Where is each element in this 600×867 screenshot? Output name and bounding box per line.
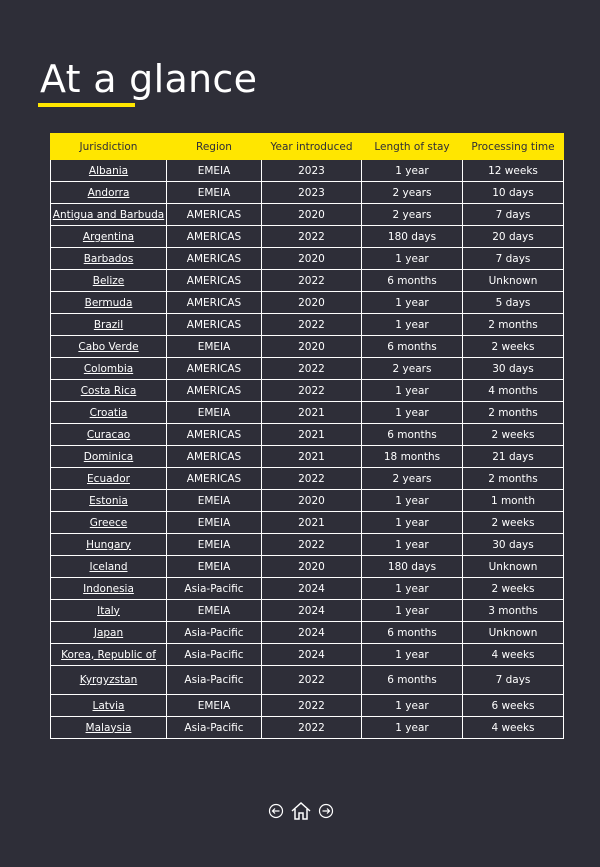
cell-length-of-stay: 1 year <box>362 160 463 182</box>
home-icon <box>290 801 312 821</box>
next-page-button[interactable] <box>318 803 334 819</box>
table-row <box>51 446 564 468</box>
column-header-processing-time: Processing time <box>463 134 564 160</box>
cell-jurisdiction <box>51 380 167 402</box>
cell-year-introduced: 2022 <box>262 717 362 739</box>
cell-jurisdiction <box>51 512 167 534</box>
table-body <box>51 160 564 739</box>
cell-region: EMEIA <box>167 600 262 622</box>
jurisdiction-link[interactable]: Brazil <box>93 318 124 331</box>
cell-year-introduced: 2022 <box>262 380 362 402</box>
cell-length-of-stay: 6 months <box>362 666 463 695</box>
jurisdiction-link[interactable]: Hungary <box>86 538 131 551</box>
cell-length-of-stay: 1 year <box>362 292 463 314</box>
table-row <box>51 534 564 556</box>
jurisdiction-link[interactable]: Indonesia <box>83 582 134 595</box>
cell-region: EMEIA <box>167 182 262 204</box>
cell-length-of-stay: 1 year <box>362 600 463 622</box>
jurisdiction-link[interactable]: Antigua and Barbuda <box>52 208 165 221</box>
previous-page-button[interactable] <box>268 803 284 819</box>
jurisdiction-link[interactable]: Kyrgyzstan <box>79 674 138 686</box>
table-row <box>51 226 564 248</box>
cell-length-of-stay: 1 year <box>362 314 463 336</box>
cell-region: EMEIA <box>167 534 262 556</box>
cell-region: Asia-Pacific <box>167 622 262 644</box>
cell-processing-time: 3 months <box>463 600 564 622</box>
cell-processing-time: 4 weeks <box>463 717 564 739</box>
cell-jurisdiction <box>51 468 167 490</box>
cell-region: EMEIA <box>167 160 262 182</box>
cell-jurisdiction <box>51 644 167 666</box>
cell-processing-time: Unknown <box>463 270 564 292</box>
table-row <box>51 490 564 512</box>
jurisdiction-link[interactable]: Albania <box>88 164 129 177</box>
cell-region: AMERICAS <box>167 226 262 248</box>
cell-jurisdiction <box>51 292 167 314</box>
cell-jurisdiction <box>51 182 167 204</box>
cell-year-introduced: 2022 <box>262 270 362 292</box>
cell-length-of-stay: 1 year <box>362 717 463 739</box>
cell-length-of-stay: 6 months <box>362 424 463 446</box>
cell-year-introduced: 2022 <box>262 358 362 380</box>
cell-processing-time: 7 days <box>463 204 564 226</box>
cell-length-of-stay: 6 months <box>362 336 463 358</box>
cell-processing-time: 30 days <box>463 358 564 380</box>
cell-length-of-stay: 2 years <box>362 204 463 226</box>
table-row <box>51 556 564 578</box>
table-row <box>51 248 564 270</box>
cell-year-introduced: 2022 <box>262 468 362 490</box>
jurisdiction-link[interactable]: Dominica <box>83 450 134 463</box>
cell-length-of-stay: 1 year <box>362 578 463 600</box>
cell-processing-time: 2 months <box>463 402 564 424</box>
cell-region: AMERICAS <box>167 380 262 402</box>
cell-region: Asia-Pacific <box>167 644 262 666</box>
cell-processing-time: 2 weeks <box>463 578 564 600</box>
table-row <box>51 512 564 534</box>
jurisdiction-link[interactable]: Japan <box>93 626 124 639</box>
arrow-left-circle-icon <box>268 803 284 819</box>
table-row <box>51 717 564 739</box>
cell-length-of-stay: 2 years <box>362 468 463 490</box>
table-row <box>51 358 564 380</box>
cell-year-introduced: 2022 <box>262 666 362 695</box>
cell-jurisdiction <box>51 226 167 248</box>
table-row <box>51 424 564 446</box>
cell-length-of-stay: 2 years <box>362 182 463 204</box>
cell-processing-time: 7 days <box>463 248 564 270</box>
table-row <box>51 380 564 402</box>
cell-jurisdiction <box>51 204 167 226</box>
cell-length-of-stay: 1 year <box>362 402 463 424</box>
cell-region: Asia-Pacific <box>167 717 262 739</box>
cell-year-introduced: 2020 <box>262 292 362 314</box>
cell-jurisdiction <box>51 446 167 468</box>
jurisdiction-link[interactable]: Ecuador <box>87 472 130 485</box>
jurisdiction-link[interactable]: Belize <box>92 274 125 287</box>
cell-region: EMEIA <box>167 336 262 358</box>
cell-year-introduced: 2022 <box>262 695 362 717</box>
table-row <box>51 292 564 314</box>
cell-year-introduced: 2024 <box>262 644 362 666</box>
jurisdiction-link[interactable]: Curacao <box>86 428 131 441</box>
cell-region: EMEIA <box>167 695 262 717</box>
cell-region: Asia-Pacific <box>167 666 262 695</box>
cell-processing-time: Unknown <box>463 556 564 578</box>
cell-length-of-stay: 1 year <box>362 534 463 556</box>
cell-jurisdiction <box>51 336 167 358</box>
cell-region: EMEIA <box>167 402 262 424</box>
cell-processing-time: 2 weeks <box>463 512 564 534</box>
cell-processing-time: 1 month <box>463 490 564 512</box>
jurisdiction-link[interactable]: Malaysia <box>85 721 132 734</box>
cell-year-introduced: 2022 <box>262 226 362 248</box>
cell-processing-time: 4 weeks <box>463 644 564 666</box>
table-row <box>51 402 564 424</box>
cell-year-introduced: 2021 <box>262 424 362 446</box>
page-navigation <box>268 800 334 822</box>
cell-processing-time: 2 weeks <box>463 424 564 446</box>
table-row <box>51 160 564 182</box>
cell-year-introduced: 2020 <box>262 556 362 578</box>
cell-jurisdiction <box>51 402 167 424</box>
jurisdiction-link[interactable]: Latvia <box>92 699 125 712</box>
table-row <box>51 182 564 204</box>
jurisdiction-link[interactable]: Estonia <box>89 494 128 507</box>
table-row <box>51 644 564 666</box>
cell-year-introduced: 2023 <box>262 182 362 204</box>
jurisdiction-link[interactable]: Argentina <box>82 230 135 243</box>
cell-region: EMEIA <box>167 512 262 534</box>
cell-processing-time: 21 days <box>463 446 564 468</box>
cell-year-introduced: 2021 <box>262 402 362 424</box>
jurisdiction-link[interactable]: Colombia <box>83 362 134 375</box>
cell-length-of-stay: 6 months <box>362 622 463 644</box>
cell-region: AMERICAS <box>167 358 262 380</box>
cell-processing-time: 4 months <box>463 380 564 402</box>
cell-processing-time: 6 weeks <box>463 695 564 717</box>
jurisdiction-link[interactable]: Barbados <box>83 252 134 265</box>
cell-length-of-stay: 1 year <box>362 512 463 534</box>
cell-processing-time: 20 days <box>463 226 564 248</box>
cell-jurisdiction <box>51 695 167 717</box>
cell-jurisdiction <box>51 578 167 600</box>
cell-year-introduced: 2021 <box>262 512 362 534</box>
cell-region: AMERICAS <box>167 248 262 270</box>
cell-region: EMEIA <box>167 490 262 512</box>
cell-jurisdiction <box>51 160 167 182</box>
title-underline <box>38 103 135 107</box>
page-title: At a glance <box>40 57 258 101</box>
jurisdiction-link[interactable]: Iceland <box>89 560 128 573</box>
cell-length-of-stay: 1 year <box>362 695 463 717</box>
cell-region: AMERICAS <box>167 446 262 468</box>
jurisdiction-link[interactable]: Croatia <box>89 406 128 419</box>
cell-region: AMERICAS <box>167 468 262 490</box>
table-row <box>51 270 564 292</box>
cell-processing-time: 7 days <box>463 666 564 695</box>
jurisdiction-link[interactable]: Cabo Verde <box>78 340 139 353</box>
cell-jurisdiction <box>51 314 167 336</box>
cell-jurisdiction <box>51 358 167 380</box>
table-row <box>51 695 564 717</box>
jurisdiction-link[interactable]: Andorra <box>87 186 130 199</box>
jurisdiction-link[interactable]: Italy <box>97 604 120 617</box>
cell-jurisdiction <box>51 534 167 556</box>
table-row <box>51 578 564 600</box>
jurisdiction-link[interactable]: Bermuda <box>84 296 133 309</box>
cell-jurisdiction <box>51 717 167 739</box>
cell-length-of-stay: 1 year <box>362 490 463 512</box>
column-header-length-of-stay: Length of stay <box>362 134 463 160</box>
cell-jurisdiction <box>51 622 167 644</box>
cell-jurisdiction <box>51 600 167 622</box>
cell-jurisdiction <box>51 248 167 270</box>
cell-year-introduced: 2020 <box>262 204 362 226</box>
arrow-right-circle-icon <box>318 803 334 819</box>
cell-length-of-stay: 2 years <box>362 358 463 380</box>
cell-processing-time: 2 months <box>463 314 564 336</box>
cell-jurisdiction <box>51 424 167 446</box>
cell-length-of-stay: 1 year <box>362 380 463 402</box>
column-header-region: Region <box>167 134 262 160</box>
cell-year-introduced: 2022 <box>262 314 362 336</box>
cell-jurisdiction <box>51 270 167 292</box>
table-row <box>51 204 564 226</box>
table-row <box>51 336 564 358</box>
table-header-row <box>51 134 564 160</box>
jurisdiction-link[interactable]: Costa Rica <box>80 384 137 397</box>
cell-year-introduced: 2020 <box>262 490 362 512</box>
column-header-year-introduced: Year introduced <box>262 134 362 160</box>
cell-year-introduced: 2023 <box>262 160 362 182</box>
cell-length-of-stay: 1 year <box>362 644 463 666</box>
cell-length-of-stay: 180 days <box>362 556 463 578</box>
table-row <box>51 314 564 336</box>
cell-region: AMERICAS <box>167 424 262 446</box>
table-row <box>51 600 564 622</box>
cell-year-introduced: 2022 <box>262 534 362 556</box>
cell-region: AMERICAS <box>167 270 262 292</box>
cell-year-introduced: 2020 <box>262 336 362 358</box>
cell-length-of-stay: 1 year <box>362 248 463 270</box>
home-button[interactable] <box>290 801 312 821</box>
cell-year-introduced: 2020 <box>262 248 362 270</box>
cell-processing-time: Unknown <box>463 622 564 644</box>
cell-year-introduced: 2021 <box>262 446 362 468</box>
cell-year-introduced: 2024 <box>262 622 362 644</box>
cell-region: AMERICAS <box>167 204 262 226</box>
cell-year-introduced: 2024 <box>262 578 362 600</box>
cell-length-of-stay: 18 months <box>362 446 463 468</box>
column-header-jurisdiction: Jurisdiction <box>51 134 167 160</box>
cell-region: AMERICAS <box>167 314 262 336</box>
cell-processing-time: 30 days <box>463 534 564 556</box>
cell-processing-time: 2 months <box>463 468 564 490</box>
cell-length-of-stay: 180 days <box>362 226 463 248</box>
cell-region: EMEIA <box>167 556 262 578</box>
cell-year-introduced: 2024 <box>262 600 362 622</box>
table-row <box>51 622 564 644</box>
cell-region: Asia-Pacific <box>167 578 262 600</box>
cell-jurisdiction <box>51 666 167 695</box>
table-row <box>51 468 564 490</box>
cell-processing-time: 5 days <box>463 292 564 314</box>
jurisdiction-link[interactable]: Greece <box>89 516 128 529</box>
cell-processing-time: 2 weeks <box>463 336 564 358</box>
cell-processing-time: 12 weeks <box>463 160 564 182</box>
table-row <box>51 666 564 695</box>
glance-table <box>50 133 564 739</box>
cell-length-of-stay: 6 months <box>362 270 463 292</box>
cell-region: AMERICAS <box>167 292 262 314</box>
cell-jurisdiction <box>51 490 167 512</box>
cell-jurisdiction <box>51 556 167 578</box>
cell-processing-time: 10 days <box>463 182 564 204</box>
jurisdiction-link[interactable]: Korea, Republic of <box>61 648 156 661</box>
